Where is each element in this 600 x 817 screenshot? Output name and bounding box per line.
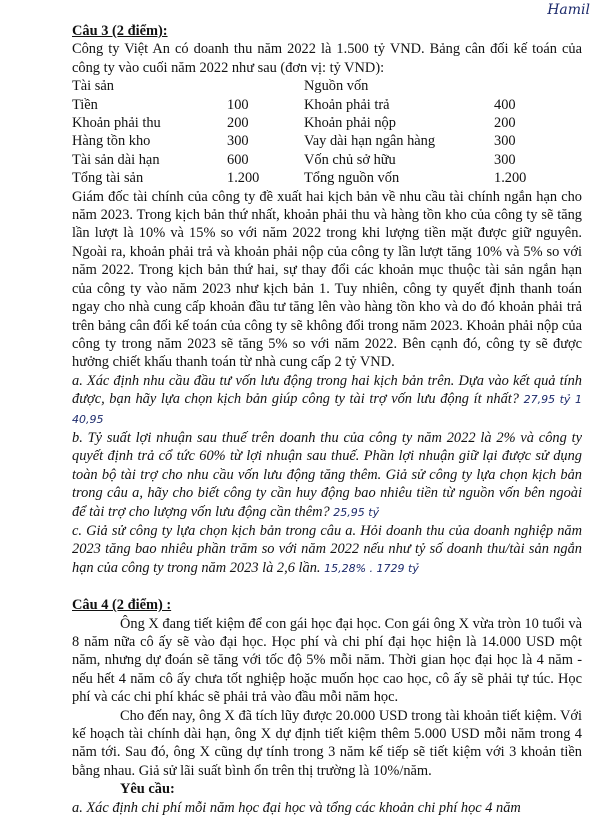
- question-3-heading: Câu 3 (2 điểm):: [72, 23, 168, 39]
- asset-name: Tổng tài sản: [72, 170, 144, 187]
- question-3-part-c: c. Giả sử công ty lựa chọn kịch bản trong câu a. Hỏi doanh thu của doanh nghiệp năm 2023 tăng bao nhiêu phần trăm so với năm 2022 nếu như tỷ số doanh thu/tài sản ngắn hạn của công ty trong năm 2023 là 2,6 lần. 15,28% . 1729 tỷ: [72, 522, 582, 576]
- fund-name: Vốn chủ sở hữu: [304, 151, 396, 168]
- balance-sheet-table: [72, 77, 582, 187]
- question-3-body: Giám đốc tài chính của công ty đề xuất hai kịch bản về nhu cầu tài chính ngắn hạn cho năm 2023. Trong kịch bản thứ nhất, khoản phải thu và hàng tồn kho của công ty sẽ tăng lần lượt là 10% và 15% so với năm 2022 trong khi lượng tiền mặt được giữ nguyên. Ngoài ra, khoản phải trả và khoản phải nộp của công ty lần lượt tăng 10% và 5% so với năm 2022. Trong kịch bản thứ hai, sự thay đổi các khoản mục thuộc tài sản ngắn hạn của công ty vào năm 2023 như kịch bản 1. Tuy nhiên, công ty quyết định thanh toán ngay cho nhà cung cấp khoản đầu tư tăng lên vào hàng tồn kho và do đó khoản phải trả trên bảng cân đối kế toán của công ty sẽ không đổi trong năm 2023. Khoản phải nộp của công ty trong năm 2023 sẽ tăng 5% so với năm 2022. Bên cạnh đó, công ty sẽ được hưởng chiết khấu thanh toán từ nhà cung cấp 2 tỷ VND.: [72, 188, 582, 371]
- table-row: [72, 169, 582, 187]
- asset-value: 200: [227, 115, 249, 132]
- asset-value: 1.200: [227, 170, 260, 187]
- fund-value: 300: [494, 133, 516, 150]
- asset-value: 100: [227, 96, 249, 113]
- funds-header: Nguồn vốn: [304, 78, 369, 95]
- asset-name: Khoản phải thu: [72, 115, 161, 132]
- table-row: [72, 114, 582, 132]
- handwritten-note: 27,95 tỷ: [523, 393, 571, 407]
- assets-header: Tài sản: [72, 78, 114, 95]
- handwritten-note: 25,95 tỷ: [333, 505, 380, 519]
- question-4-paragraph: Cho đến nay, ông X đã tích lũy được 20.000 USD trong tài khoản tiết kiệm. Với kế hoạch tài chính dài hạn, ông X dự định tiết kiệm thêm 5.000 USD mỗi năm trong 4 năm tới. Sau đó, ông X cũng dự tính trong 3 năm kế tiếp sẽ tiết kiệm với 3 khoản tiền bằng nhau. Giả sử lãi suất bình ổn trên thị trường là 10%/năm.: [72, 707, 582, 779]
- asset-value: 300: [227, 133, 249, 150]
- question-4-paragraph: Ông X đang tiết kiệm để con gái học đại học. Con gái ông X vừa tròn 10 tuổi và 8 năm nữa cô ấy sẽ vào đại học. Học phí và chi phí đại học hiện là 14.000 USD một năm, nhưng dự đoán sẽ tăng với tốc độ 5% mỗi năm. Thời gian học đại học là 4 năm - nếu hết 4 năm cô ấy chưa tốt nghiệp hoặc muốn học cao học, cô ấy sẽ phải tự túc. Học phí và các chi phí khác sẽ phải trả vào đầu mỗi năm học.: [72, 615, 582, 706]
- fund-name: Khoản phải nộp: [304, 115, 396, 132]
- asset-name: Tài sản dài hạn: [72, 151, 160, 168]
- question-3-part-a: a. Xác định nhu cầu đầu tư vốn lưu động trong hai kịch bản trên. Dựa vào kết quả tính được, bạn hãy lựa chọn kịch bản giúp công ty tài trợ vốn lưu động ít nhất? 27,95 tỷ 1 40,95: [72, 372, 583, 426]
- requirements-label: Yêu cầu:: [120, 781, 175, 798]
- fund-name: Tổng nguồn vốn: [304, 170, 400, 187]
- asset-value: 600: [227, 151, 249, 168]
- fund-value: 400: [494, 96, 516, 113]
- handwritten-note: 1 40,95: [72, 393, 583, 426]
- table-header-row: [72, 77, 582, 95]
- handwritten-signature: Hamil: [547, 2, 590, 18]
- question-3-part-b: b. Tỷ suất lợi nhuận sau thuế trên doanh thu của công ty năm 2022 là 2% và công ty quyết định trả cổ tức 60% từ lợi nhuận sau thuế. Phần lợi nhuận giữ lại được sử dụng toàn bộ tài trợ cho nhu cầu vốn lưu động tăng thêm. Giả sử công ty lựa chọn kịch bản trong câu a, hãy cho biết công ty cần huy động bao nhiêu tiền từ nguồn vốn bên ngoài để tài trợ cho lượng vốn lưu động cần thêm? 25,95 tỷ: [72, 429, 582, 520]
- question-3-intro: Công ty Việt An có doanh thu năm 2022 là 1.500 tỷ VND. Bảng cân đối kế toán của công ty vào cuối năm 2022 như sau (đơn vị: tỷ VND):: [72, 41, 582, 76]
- fund-name: Khoản phải trả: [304, 96, 390, 113]
- fund-value: 1.200: [494, 170, 527, 187]
- handwritten-note: 15,28% . 1729 tỷ: [324, 561, 419, 575]
- table-row: [72, 132, 582, 150]
- asset-name: Tiền: [72, 96, 98, 113]
- table-row: [72, 96, 582, 114]
- document-body: [72, 22, 582, 817]
- table-row: [72, 151, 582, 169]
- fund-value: 200: [494, 115, 516, 132]
- fund-value: 300: [494, 151, 516, 168]
- question-4-part-a: a. Xác định chi phí mỗi năm học đại học và tổng các khoản chi phí học 4 năm: [72, 799, 521, 816]
- asset-name: Hàng tồn kho: [72, 133, 151, 150]
- question-4-heading: Câu 4 (2 điểm) :: [72, 597, 172, 614]
- fund-name: Vay dài hạn ngân hàng: [304, 133, 436, 150]
